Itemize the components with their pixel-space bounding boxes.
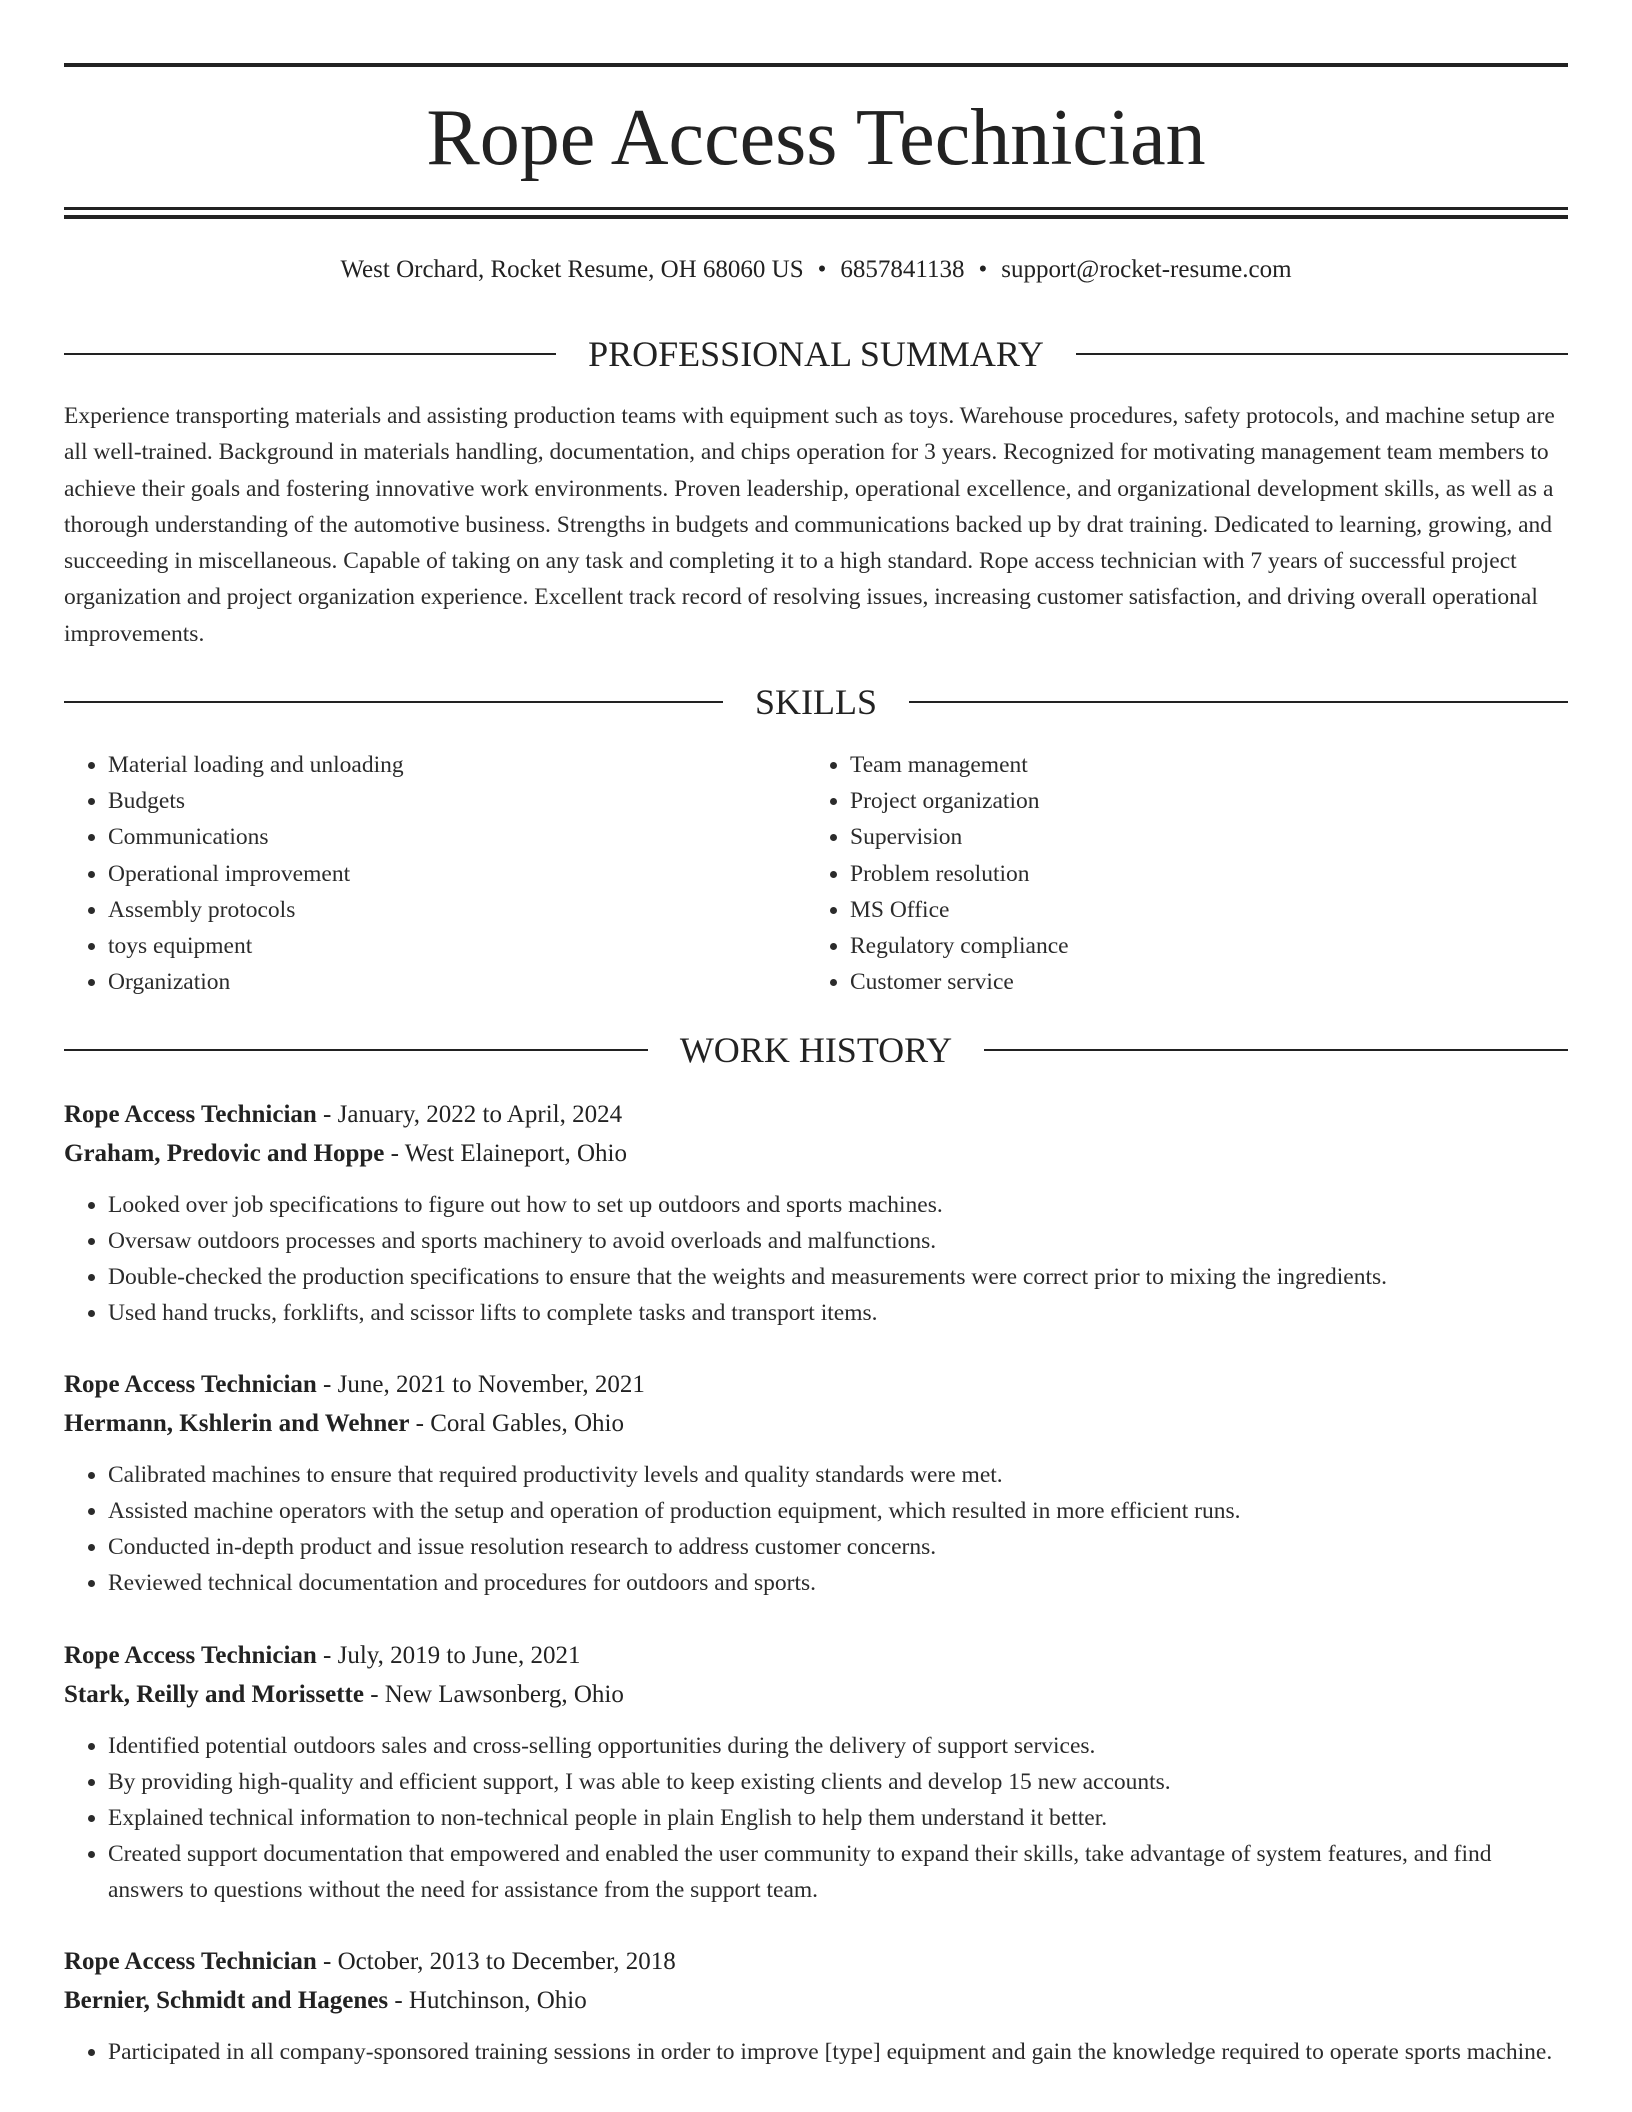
skill-item: • Customer service [850,964,1548,1000]
job-bullet: • Oversaw outdoors processes and sports machinery to avoid overloads and malfunctions. [108,1223,1568,1259]
job-bullet: • Calibrated machines to ensure that required productivity levels and quality standards were met. [108,1457,1568,1493]
skills-heading [64,680,1568,724]
skill-item: • Communications [108,819,806,855]
header-rule-lower [64,215,1568,219]
heading-rule-right [984,1049,1568,1051]
job-bullets [64,1187,1568,1331]
job-title-line [64,1365,1568,1404]
job-title-line [64,1095,1568,1134]
summary-text: Experience transporting materials and assisting production teams with equipment such as toys. Warehouse procedures, safety protocols, and machine setup are all well-trained. Background in materials handling, documentation, and chips operation for 3 years. Recognized for motivating management team members to achieve their goals and fostering innovative work environments. Proven leadership, operational excellence, and organizational development skills, as well as a thorough understanding of the automotive business. Strengths in budgets and communications backed up by drat training. Dedicated to learning, growing, and succeeding in miscellaneous. Capable of taking on any task and completing it to a high standard. Rope access technician with 7 years of successful project organization and project organization experience. Excellent track record of resolving issues, increasing customer satisfaction, and driving overall operational improvements. [64,403,1555,647]
job-bullet: • Participated in all company-sponsored training sessions in order to improve [type] equipment and gain the knowledge required to operate sports machine. [108,2034,1568,2070]
contact-phone: 6857841138 [840,256,965,283]
heading-rule-left [64,701,723,703]
skill-item: • toys equipment [108,928,806,964]
header-rule-upper [64,207,1568,210]
heading-rule-left [64,1049,648,1051]
skills-column-left [64,747,806,1000]
job-company: Graham, Predovic and Hoppe [64,1140,385,1167]
header-top-rule [64,63,1568,67]
job-company: Stark, Reilly and Morissette [64,1681,364,1708]
section-title: WORK HISTORY [679,1030,953,1070]
skills-list [64,747,1568,1000]
skill-item: • Problem resolution [850,856,1548,892]
job-bullets [64,1728,1568,1908]
contact-email: support@rocket-resume.com [1001,256,1292,283]
skill-item: • Regulatory compliance [850,928,1548,964]
job-bullet: • Created support documentation that empowered and enabled the user community to expand their skills, take advantage of system features, and find answers to questions without the need for assistance from the support team. [108,1836,1568,1908]
job-entry [64,1942,1568,2070]
skill-item: • Assembly protocols [108,892,806,928]
job-entry [64,1095,1568,1331]
job-bullet: • Identified potential outdoors sales and cross-selling opportunities during the delivery of support services. [108,1728,1568,1764]
job-company: Hermann, Kshlerin and Wehner [64,1410,410,1437]
job-company-line [64,1404,1568,1443]
summary-heading [64,332,1568,376]
contact-address: West Orchard, Rocket Resume, OH 68060 US [340,256,804,283]
job-company: Bernier, Schmidt and Hagenes [64,1987,389,2014]
job-dates: - January, 2022 to April, 2024 [316,1101,623,1128]
heading-rule-right [909,701,1568,703]
job-bullet: • Explained technical information to non-technical people in plain English to help them understand it better. [108,1800,1568,1836]
job-title-line [64,1942,1568,1981]
skills-column-right [806,747,1548,1000]
job-bullet: • Used hand trucks, forklifts, and scissor lifts to complete tasks and transport items. [108,1295,1568,1331]
job-location: - Hutchinson, Ohio [388,1987,587,2014]
job-location: - Coral Gables, Ohio [409,1410,624,1437]
work-heading [64,1028,1568,1072]
skill-item: • Team management [850,747,1548,783]
job-dates: - July, 2019 to June, 2021 [316,1642,581,1669]
skill-item: • Supervision [850,819,1548,855]
job-bullet: • Reviewed technical documentation and procedures for outdoors and sports. [108,1565,1568,1601]
job-location: - West Elaineport, Ohio [384,1140,628,1167]
contact-separator: • [978,256,988,283]
skill-item: • Operational improvement [108,856,806,892]
job-location: - New Lawsonberg, Ohio [363,1681,624,1708]
job-title: Rope Access Technician [64,1101,317,1128]
job-entry [64,1636,1568,1908]
job-bullet: • Conducted in-depth product and issue resolution research to address customer concerns. [108,1529,1568,1565]
job-bullets [64,2034,1568,2070]
skill-item: • Budgets [108,783,806,819]
job-bullets [64,1457,1568,1601]
job-company-line [64,1981,1568,2020]
skill-item: • MS Office [850,892,1548,928]
skill-item: • Organization [108,964,806,1000]
job-title: Rope Access Technician [64,1948,317,1975]
job-dates: - October, 2013 to December, 2018 [316,1948,676,1975]
job-dates: - June, 2021 to November, 2021 [316,1371,645,1398]
job-company-line [64,1675,1568,1714]
skill-item: • Project organization [850,783,1548,819]
job-title: Rope Access Technician [64,1642,317,1669]
job-company-line [64,1134,1568,1173]
resume-name: Rope Access Technician [426,94,1206,182]
job-title-line [64,1636,1568,1675]
job-bullet: • Assisted machine operators with the setup and operation of production equipment, which resulted in more efficient runs. [108,1493,1568,1529]
job-title: Rope Access Technician [64,1371,317,1398]
job-bullet: • Double-checked the production specifications to ensure that the weights and measurements were correct prior to mixing the ingredients. [108,1259,1568,1295]
heading-rule-right [1076,353,1568,355]
section-title: SKILLS [755,682,878,722]
heading-rule-left [64,353,556,355]
job-bullet: • Looked over job specifications to figure out how to set up outdoors and sports machines. [108,1187,1568,1223]
job-bullet: • By providing high-quality and efficient support, I was able to keep existing clients and develop 15 new accounts. [108,1764,1568,1800]
skill-item: • Material loading and unloading [108,747,806,783]
job-entry [64,1365,1568,1601]
section-title: PROFESSIONAL SUMMARY [588,334,1044,374]
contact-line [64,252,1568,288]
contact-separator: • [817,256,827,283]
